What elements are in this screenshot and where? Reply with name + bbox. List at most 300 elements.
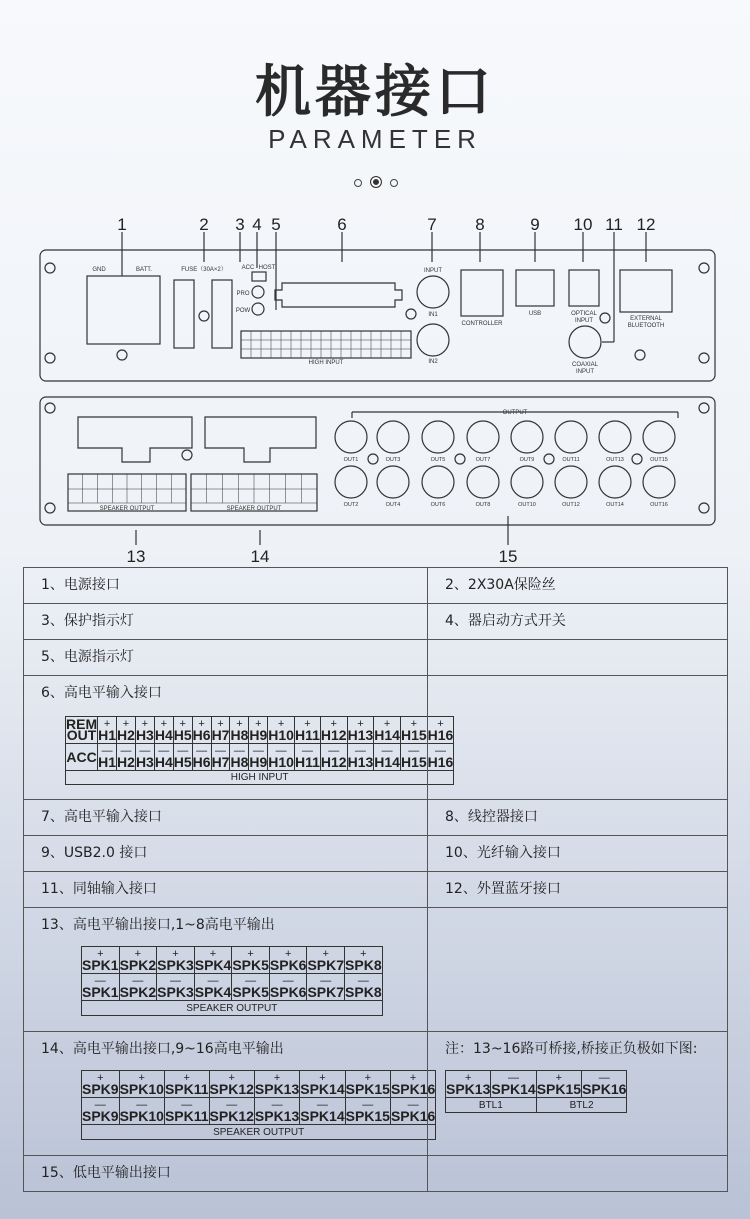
table-cell bbox=[24, 676, 454, 800]
plus-sign: + bbox=[255, 718, 262, 730]
plus-sign: + bbox=[383, 718, 391, 730]
minus-sign: — bbox=[381, 745, 393, 757]
rca-output-jack bbox=[511, 421, 543, 453]
terminal-cell bbox=[536, 1071, 581, 1098]
terminal-row bbox=[82, 1001, 383, 1016]
terminal-cell bbox=[173, 744, 192, 771]
terminal-label: H9 bbox=[249, 727, 268, 743]
terminal-label: SPK11 bbox=[164, 1108, 209, 1124]
page-title: 机器接口 bbox=[255, 60, 495, 125]
terminal-label: SPK16 bbox=[390, 1108, 436, 1124]
plus-sign: + bbox=[97, 1072, 104, 1084]
table-cell bbox=[428, 676, 728, 800]
in1-label: IN1 bbox=[428, 312, 438, 318]
pro-label: PRO bbox=[236, 291, 250, 297]
terminal-row bbox=[446, 1098, 627, 1113]
terminal-cell bbox=[582, 1071, 627, 1098]
rca-output-label: OUT5 bbox=[430, 457, 446, 463]
screw-hole bbox=[455, 454, 465, 464]
terminal-cell bbox=[232, 947, 270, 974]
terminal-cell bbox=[345, 974, 383, 1001]
plus-sign: + bbox=[172, 948, 179, 960]
table-cell bbox=[24, 640, 428, 676]
terminal-label: SPK12 bbox=[209, 1081, 254, 1097]
table-cell bbox=[24, 604, 428, 640]
plus-sign: + bbox=[330, 718, 337, 730]
terminal-cell bbox=[307, 947, 345, 974]
terminal-label: H3 bbox=[135, 727, 154, 743]
coaxial-label-2: INPUT bbox=[576, 369, 594, 375]
terminal-label: H2 bbox=[117, 754, 135, 770]
terminal-cell bbox=[345, 1098, 390, 1125]
terminal-label: H7 bbox=[211, 727, 230, 743]
plus-sign: + bbox=[284, 948, 292, 960]
terminal-cell bbox=[230, 717, 249, 744]
terminal-label: SPK16 bbox=[390, 1081, 436, 1097]
terminal-cell bbox=[98, 744, 117, 771]
minus-sign: — bbox=[245, 975, 257, 987]
minus-sign: — bbox=[301, 745, 313, 757]
page-subtitle: PARAMETER bbox=[268, 124, 482, 154]
minus-sign: — bbox=[328, 745, 340, 757]
table-row bbox=[24, 676, 728, 800]
terminal-label: SPK15 bbox=[345, 1108, 390, 1124]
plus-sign: + bbox=[183, 1072, 190, 1084]
plus-sign: + bbox=[409, 1072, 417, 1084]
speaker-plug-1 bbox=[78, 417, 192, 462]
terminal-label: SPK3 bbox=[157, 957, 194, 973]
plus-sign: + bbox=[360, 948, 367, 960]
cell-label: 11、同轴输入接口 bbox=[41, 881, 157, 897]
plus-sign: + bbox=[198, 718, 205, 730]
terminal-cell bbox=[119, 1098, 164, 1125]
high-input-panel-label: HIGH INPUT bbox=[308, 360, 344, 366]
table-row bbox=[24, 1032, 728, 1156]
batt-label: BATT. bbox=[136, 267, 152, 273]
speaker-output-label-1: SPEAKER OUTPUT bbox=[99, 506, 155, 512]
table-cell bbox=[24, 872, 428, 908]
terminal-cell bbox=[294, 744, 320, 771]
gnd-label: GND bbox=[92, 267, 106, 273]
terminal-cell bbox=[135, 717, 154, 744]
table-cell bbox=[24, 1032, 436, 1156]
minus-sign: — bbox=[120, 745, 132, 757]
cell-label: 13、高电平输出接口,1~8高电平输出 bbox=[41, 917, 275, 933]
screw-hole bbox=[544, 454, 554, 464]
rca-output-label: OUT3 bbox=[385, 457, 401, 463]
polarity-sign: + bbox=[464, 1072, 472, 1084]
rca-output-label: OUT16 bbox=[650, 502, 668, 508]
terminal-cell bbox=[300, 1071, 345, 1098]
minus-sign: — bbox=[207, 975, 219, 987]
minus-sign: — bbox=[354, 745, 366, 757]
plus-sign: + bbox=[103, 718, 111, 730]
terminal-label: H7 bbox=[211, 754, 230, 770]
minus-sign: — bbox=[94, 1099, 106, 1111]
terminal-label: SPK8 bbox=[345, 984, 382, 1000]
terminal-label: SPK14 bbox=[300, 1081, 345, 1097]
plus-sign: + bbox=[209, 948, 217, 960]
terminal-label: H15 bbox=[400, 754, 427, 770]
terminal-row bbox=[82, 947, 383, 974]
optical-label-1: OPTICAL bbox=[571, 311, 597, 317]
parameter-table bbox=[23, 567, 728, 1192]
rca-output-jack bbox=[643, 466, 675, 498]
table-cell bbox=[428, 908, 728, 1032]
terminal-label: H4 bbox=[154, 727, 173, 743]
callout-14: 14 bbox=[250, 547, 270, 565]
minus-sign: — bbox=[196, 745, 208, 757]
polarity-sign: + bbox=[555, 1072, 563, 1084]
screw-hole bbox=[368, 454, 378, 464]
minus-sign: — bbox=[132, 975, 144, 987]
table-cell bbox=[428, 568, 728, 604]
plus-sign: + bbox=[228, 1072, 235, 1084]
table-row bbox=[24, 800, 728, 836]
carousel-dot[interactable] bbox=[390, 179, 398, 187]
rca-output-jack bbox=[467, 421, 499, 453]
terminal-label: H8 bbox=[230, 727, 249, 743]
terminal-cell bbox=[374, 717, 401, 744]
terminal-cell bbox=[320, 744, 347, 771]
callout-7: 7 bbox=[427, 215, 437, 234]
table-row bbox=[24, 908, 728, 1032]
terminal-label: SPK9 bbox=[82, 1108, 119, 1124]
terminal-label: H8 bbox=[230, 754, 249, 770]
terminal-row bbox=[66, 744, 454, 771]
plus-sign: + bbox=[273, 1072, 281, 1084]
terminal-cell bbox=[194, 947, 232, 974]
rca-output-jack bbox=[422, 466, 454, 498]
plus-sign: + bbox=[236, 718, 243, 730]
terminal-cell bbox=[173, 717, 192, 744]
protect-led bbox=[252, 286, 264, 298]
terminal-label: SPK1 bbox=[82, 984, 119, 1000]
terminal-cell bbox=[347, 717, 374, 744]
terminal-label: H2 bbox=[117, 727, 135, 743]
carousel-dots bbox=[352, 176, 402, 190]
terminal-cell bbox=[400, 717, 427, 744]
rca-output-label: OUT8 bbox=[475, 502, 491, 508]
high-input-terminal bbox=[241, 331, 411, 358]
terminal-cell bbox=[117, 717, 136, 744]
terminal-label: SPK14 bbox=[300, 1108, 345, 1124]
power-terminal bbox=[87, 276, 160, 344]
terminal-label: SPK9 bbox=[82, 1081, 119, 1097]
start-mode-switch bbox=[252, 272, 266, 281]
terminal-label: SPK13 bbox=[254, 1108, 300, 1124]
terminal-label: SPK5 bbox=[232, 957, 269, 973]
btl1-cell bbox=[446, 1098, 537, 1113]
minus-sign: — bbox=[252, 745, 264, 757]
rca-output-label: OUT6 bbox=[430, 502, 446, 508]
device-panel-diagram bbox=[0, 205, 750, 565]
terminal-label: H15 bbox=[400, 727, 427, 743]
terminal-label: SPK5 bbox=[232, 984, 269, 1000]
terminal-label: SPK15 bbox=[345, 1081, 390, 1097]
terminal-row bbox=[82, 1125, 436, 1140]
rca-output-jack bbox=[422, 421, 454, 453]
terminal-label: H1 bbox=[98, 754, 117, 770]
callout-11: 11 bbox=[605, 215, 623, 234]
terminal-cell bbox=[269, 947, 307, 974]
terminal-label: SPK3 bbox=[157, 984, 194, 1000]
terminal-label: SPK15 bbox=[536, 1081, 582, 1097]
terminal-cell bbox=[211, 744, 230, 771]
terminal-label: HIGH INPUT bbox=[230, 772, 289, 783]
speaker-grid bbox=[68, 474, 317, 503]
bridge-table bbox=[445, 1070, 627, 1113]
table-cell bbox=[428, 836, 728, 872]
terminal-row bbox=[82, 1098, 436, 1125]
table-cell bbox=[24, 836, 428, 872]
plus-sign: + bbox=[247, 948, 254, 960]
rem-out-cell bbox=[66, 717, 98, 744]
optical-port bbox=[569, 270, 599, 306]
terminal-label: REM OUT bbox=[66, 716, 98, 743]
cell-label: 10、光纤输入接口 bbox=[445, 845, 561, 861]
rca-output-jack bbox=[335, 466, 367, 498]
table-cell bbox=[428, 1156, 728, 1192]
db-connector bbox=[275, 283, 402, 307]
rca-output-label: OUT14 bbox=[606, 502, 624, 508]
minus-sign: — bbox=[136, 1099, 148, 1111]
cell-label: 9、USB2.0 接口 bbox=[41, 845, 148, 861]
plus-sign: + bbox=[97, 948, 104, 960]
controller-port bbox=[461, 270, 503, 316]
terminal-cell bbox=[268, 717, 295, 744]
terminal-label: H13 bbox=[347, 727, 374, 743]
callout-5: 5 bbox=[271, 215, 281, 234]
terminal-label: ACC bbox=[66, 748, 97, 765]
cell-label: 15、低电平输出接口 bbox=[41, 1165, 171, 1181]
terminal-label: H12 bbox=[320, 727, 347, 743]
terminal-label: SPK8 bbox=[345, 957, 382, 973]
plus-sign: + bbox=[138, 1072, 145, 1084]
minus-sign: — bbox=[158, 745, 170, 757]
table-row bbox=[24, 836, 728, 872]
bluetooth-port bbox=[620, 270, 672, 312]
rca-output-jack bbox=[599, 421, 631, 453]
table-cell bbox=[428, 604, 728, 640]
cell-label: 1、电源接口 bbox=[41, 577, 120, 593]
rca-in2 bbox=[417, 324, 449, 356]
terminal-label: SPK6 bbox=[269, 984, 307, 1000]
terminal-cell bbox=[119, 947, 157, 974]
rca-output-jack bbox=[555, 421, 587, 453]
callout-9: 9 bbox=[530, 215, 540, 234]
terminal-label: H1 bbox=[98, 727, 117, 743]
cell-label: 3、保护指示灯 bbox=[41, 613, 134, 629]
terminal-label: SPK7 bbox=[307, 984, 345, 1000]
terminal-label: H6 bbox=[192, 727, 211, 743]
terminal-cell bbox=[374, 744, 401, 771]
terminal-label: H14 bbox=[374, 727, 400, 743]
cell-label: 4、器启动方式开关 bbox=[445, 613, 566, 629]
minus-sign: — bbox=[357, 975, 369, 987]
bluetooth-label-1: EXTERNAL bbox=[630, 316, 662, 322]
minus-sign: — bbox=[181, 1099, 193, 1111]
table-row bbox=[24, 1156, 728, 1192]
rca-output-jack bbox=[377, 421, 409, 453]
terminal-label: SPEAKER OUTPUT bbox=[213, 1126, 305, 1138]
rca-output-label: OUT2 bbox=[343, 502, 359, 508]
pow-label: POW bbox=[235, 308, 251, 314]
terminal-cell bbox=[154, 717, 173, 744]
table-cell bbox=[24, 1156, 428, 1192]
cell-label: 7、高电平输入接口 bbox=[41, 809, 162, 825]
plus-sign: + bbox=[322, 948, 329, 960]
minus-sign: — bbox=[434, 745, 446, 757]
terminal-cell bbox=[119, 1071, 164, 1098]
rca-output-jack bbox=[511, 466, 543, 498]
minus-sign: — bbox=[177, 745, 189, 757]
terminal-cell bbox=[157, 974, 195, 1001]
rca-output-label: OUT13 bbox=[606, 457, 624, 463]
carousel-dot[interactable] bbox=[354, 179, 362, 187]
terminal-cell bbox=[320, 717, 347, 744]
controller-label: CONTROLLER bbox=[461, 321, 503, 327]
minus-sign: — bbox=[408, 745, 420, 757]
minus-sign: — bbox=[275, 745, 287, 757]
cell-label: 5、电源指示灯 bbox=[41, 649, 134, 665]
terminal-cell bbox=[230, 744, 249, 771]
minus-sign: — bbox=[94, 975, 106, 987]
plus-sign: + bbox=[357, 718, 364, 730]
plus-sign: + bbox=[364, 1072, 371, 1084]
high-input-table bbox=[65, 716, 454, 785]
cell-label: 8、线控器接口 bbox=[445, 809, 538, 825]
terminal-cell bbox=[300, 1098, 345, 1125]
rca-output-jack bbox=[643, 421, 675, 453]
table-cell bbox=[24, 800, 428, 836]
callout-6: 6 bbox=[337, 215, 347, 234]
rca-output-label: OUT7 bbox=[475, 457, 491, 463]
terminal-cell bbox=[249, 744, 268, 771]
table-row bbox=[24, 604, 728, 640]
terminal-cell bbox=[164, 1071, 209, 1098]
terminal-cell bbox=[400, 744, 427, 771]
rca-output-jack bbox=[335, 421, 367, 453]
carousel-dot-active[interactable] bbox=[370, 176, 382, 188]
usb-label: USB bbox=[528, 311, 542, 317]
host-label: HOST bbox=[258, 265, 276, 271]
terminal-label: H16 bbox=[427, 727, 454, 743]
terminal-cell bbox=[135, 744, 154, 771]
terminal-cell bbox=[209, 1098, 254, 1125]
terminal-label: SPK4 bbox=[194, 957, 232, 973]
terminal-cell bbox=[345, 1071, 390, 1098]
terminal-label: H9 bbox=[249, 754, 268, 770]
optical-label-2: INPUT bbox=[575, 318, 593, 324]
terminal-label: SPK10 bbox=[119, 1081, 164, 1097]
terminal-cell bbox=[192, 717, 211, 744]
terminal-cell bbox=[491, 1071, 536, 1098]
plus-sign: + bbox=[160, 718, 168, 730]
rca-output-jack bbox=[555, 466, 587, 498]
minus-sign: — bbox=[233, 745, 245, 757]
terminal-label: BTL1 bbox=[478, 1099, 503, 1111]
minus-sign: — bbox=[271, 1099, 283, 1111]
terminal-label: H10 bbox=[268, 754, 294, 770]
plus-sign: + bbox=[179, 718, 186, 730]
table-cell bbox=[428, 1032, 728, 1156]
power-led bbox=[252, 303, 264, 315]
terminal-label: SPK4 bbox=[194, 984, 232, 1000]
terminal-cell bbox=[194, 974, 232, 1001]
terminal-cell bbox=[82, 974, 120, 1001]
terminal-label: H4 bbox=[154, 754, 173, 770]
minus-sign: — bbox=[215, 745, 227, 757]
rca-output-label: OUT15 bbox=[650, 457, 668, 463]
terminal-label: H12 bbox=[320, 754, 347, 770]
fuse-2 bbox=[212, 280, 232, 348]
terminal-label: H11 bbox=[294, 727, 320, 743]
high-input-grid bbox=[241, 331, 411, 358]
terminal-label: SPK10 bbox=[119, 1108, 164, 1124]
terminal-cell bbox=[82, 1071, 120, 1098]
minus-sign: — bbox=[282, 975, 294, 987]
btl2-cell bbox=[536, 1098, 627, 1113]
cell-label: 2、2X30A保险丝 bbox=[445, 577, 556, 593]
terminal-label: SPK2 bbox=[119, 957, 157, 973]
table-row bbox=[24, 568, 728, 604]
terminal-label: SPK12 bbox=[209, 1108, 254, 1124]
speaker-output-label-2: SPEAKER OUTPUT bbox=[226, 506, 282, 512]
rca-output-jack bbox=[599, 466, 631, 498]
coaxial-label-1: COAXIAL bbox=[571, 362, 599, 368]
terminal-label: SPK7 bbox=[307, 957, 345, 973]
terminal-cell bbox=[294, 717, 320, 744]
fuse-label: FUSE（30A×2） bbox=[181, 267, 227, 273]
rca-output-label: OUT12 bbox=[562, 502, 580, 508]
rca-output-label: OUT9 bbox=[519, 457, 535, 463]
terminal-label: SPK13 bbox=[254, 1081, 300, 1097]
terminal-cell bbox=[157, 947, 195, 974]
terminal-label: SPK1 bbox=[82, 957, 119, 973]
screw-hole bbox=[632, 454, 642, 464]
terminal-label: SPK11 bbox=[164, 1081, 209, 1097]
minus-sign: — bbox=[362, 1099, 374, 1111]
terminal-cell bbox=[446, 1071, 491, 1098]
minus-sign: — bbox=[226, 1099, 238, 1111]
speaker-plug-2 bbox=[205, 417, 316, 462]
terminal-label: BTL2 bbox=[569, 1099, 594, 1111]
terminal-label: H6 bbox=[192, 754, 211, 770]
terminal-cell bbox=[345, 947, 383, 974]
rca-output-label: OUT10 bbox=[518, 502, 536, 508]
in2-label: IN2 bbox=[428, 359, 438, 365]
acc-cell bbox=[66, 744, 98, 771]
callout-2: 2 bbox=[199, 215, 209, 234]
rca-in1 bbox=[417, 276, 449, 308]
callout-10: 10 bbox=[573, 215, 593, 234]
speaker-output-label-cell bbox=[82, 1001, 383, 1016]
cell-label: 注：13~16路可桥接,桥接正负极如下图: bbox=[445, 1041, 698, 1057]
terminal-row bbox=[66, 771, 454, 785]
plus-sign: + bbox=[319, 1072, 326, 1084]
plus-sign: + bbox=[141, 718, 149, 730]
terminal-cell bbox=[268, 744, 295, 771]
terminal-label: H5 bbox=[173, 754, 192, 770]
terminal-label: SPEAKER OUTPUT bbox=[186, 1002, 278, 1014]
terminal-label: H5 bbox=[173, 727, 192, 743]
callout-8: 8 bbox=[475, 215, 485, 234]
minus-sign: — bbox=[407, 1099, 419, 1111]
cell-label: 6、高电平输入接口 bbox=[41, 685, 162, 701]
callout-1: 1 bbox=[117, 215, 127, 234]
speaker-output-9-16-table bbox=[81, 1070, 436, 1140]
